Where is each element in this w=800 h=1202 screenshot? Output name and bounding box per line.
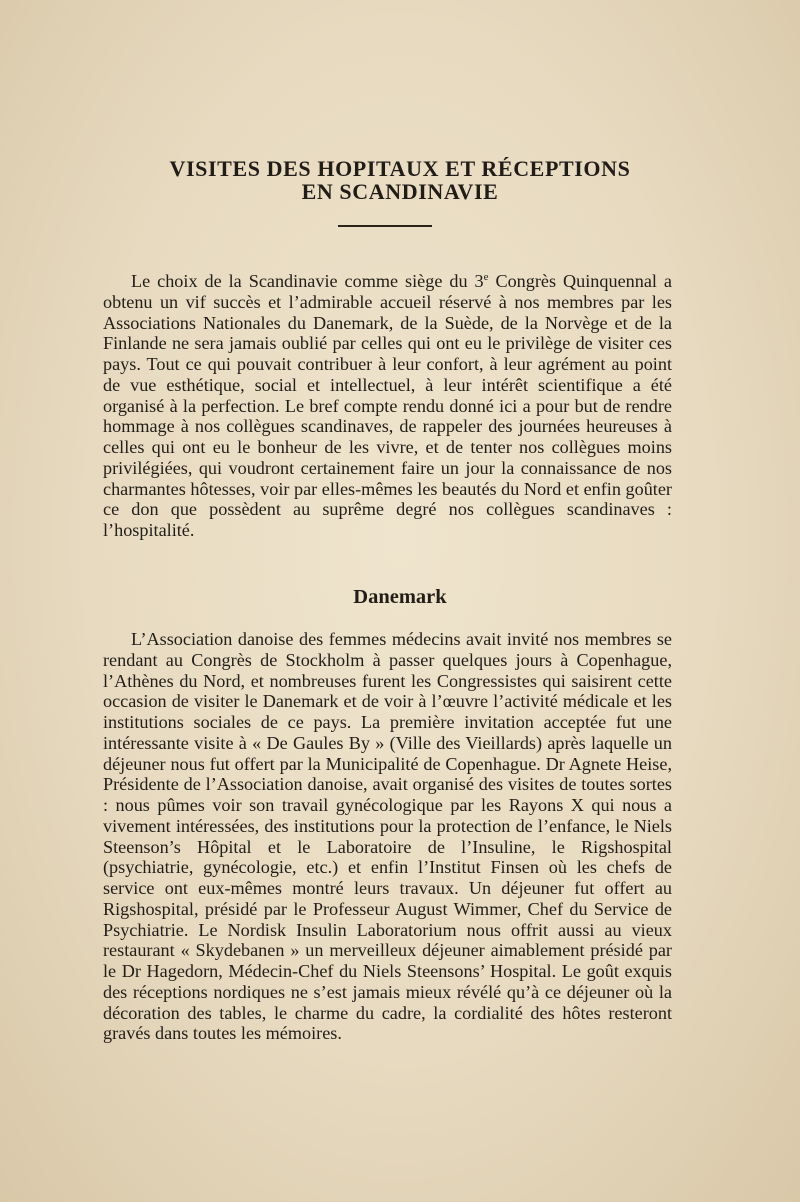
section-heading-danemark: Danemark	[353, 586, 447, 608]
page-title-line-1: VISITES DES HOPITAUX ET RÉCEPTIONS	[169, 156, 631, 181]
intro-paragraph	[103, 271, 672, 541]
intro-text-start: Le choix de la Scandinavie comme siège du 3	[131, 271, 484, 291]
page-title	[100, 157, 700, 203]
intro-superscript: e	[483, 270, 489, 283]
page-title-line-2: EN SCANDINAVIE	[301, 179, 499, 204]
section-paragraph: L’Association danoise des femmes médecins avait invité nos membres se rendant au Congrès de Stockholm à passer quelques jours à Copenhague, l’Athènes du Nord, et nombreuses furent les Congressistes qui saisirent cette occasion de visiter le Danemark et de voir à l’œuvre l’activité médicale et les institutions sociales de ce pays. La première invitation acceptée fut une intéressante visite à « De Gaules By » (Ville des Vieillards) après laquelle un déjeuner nous fut offert par la Municipalité de Copenhague. Dr Agnete Heise, Présidente de l’Association danoise, avait organisé des visites de toutes sortes : nous pûmes voir son travail gynécologique par les Rayons X qui nous a vivement intéressées, des institutions pour la protection de l’enfance, le Niels Steenson’s Hôpital et le Laboratoire de l’Insuline, le Rigshospital (psychiatrie, gynécologie, etc.) et enfin l’Institut Finsen où les chefs de service ont eux-mêmes montré leurs travaux. Un déjeuner fut offert au Rigshospital, présidé par le Professeur August Wimmer, Chef du Service de Psychiatrie. Le Nordisk Insulin Laboratorium nous offrit aussi au vieux restaurant « Skydebanen » un merveilleux déjeuner aimablement présidé par le Dr Hagedorn, Médecin-Chef du Niels Steensons’ Hospital. Le goût exquis des réceptions nordiques ne s’est jamais mieux révélé qu’à ce déjeuner où la décoration des tables, le charme du cadre, la cordialité des hôtes resteront gravés dans toutes les mémoires.	[103, 629, 672, 1044]
intro-text-rest: Congrès Quinquennal a obtenu un vif succès et l’admirable accueil réservé à nos membres par les Associations Nationales du Danemark, de la Suède, de la Norvège et de la Finlande ne sera jamais oublié par celles qui ont eu le privilège de visiter ces pays. Tout ce qui pouvait contribuer à leur confort, à leur agrément au point de vue esthétique, social et intellectuel, à leur intérêt scientifique a été organisé à la perfection. Le bref compte rendu donné ici a pour but de rendre hommage à nos collègues scandinaves, de rappeler des journées heureuses à celles qui ont eu le bonheur de les vivre, et de tenter nos collègues moins privilégiées, qui voudront certainement faire un jour la connaissance de nos charmantes hôtesses, voir par elles-mêmes les beautés du Nord et enfin goûter ce don que possèdent au suprême degré nos collègues scandinaves : l’hospitalité.	[103, 271, 673, 540]
title-divider	[338, 225, 432, 227]
